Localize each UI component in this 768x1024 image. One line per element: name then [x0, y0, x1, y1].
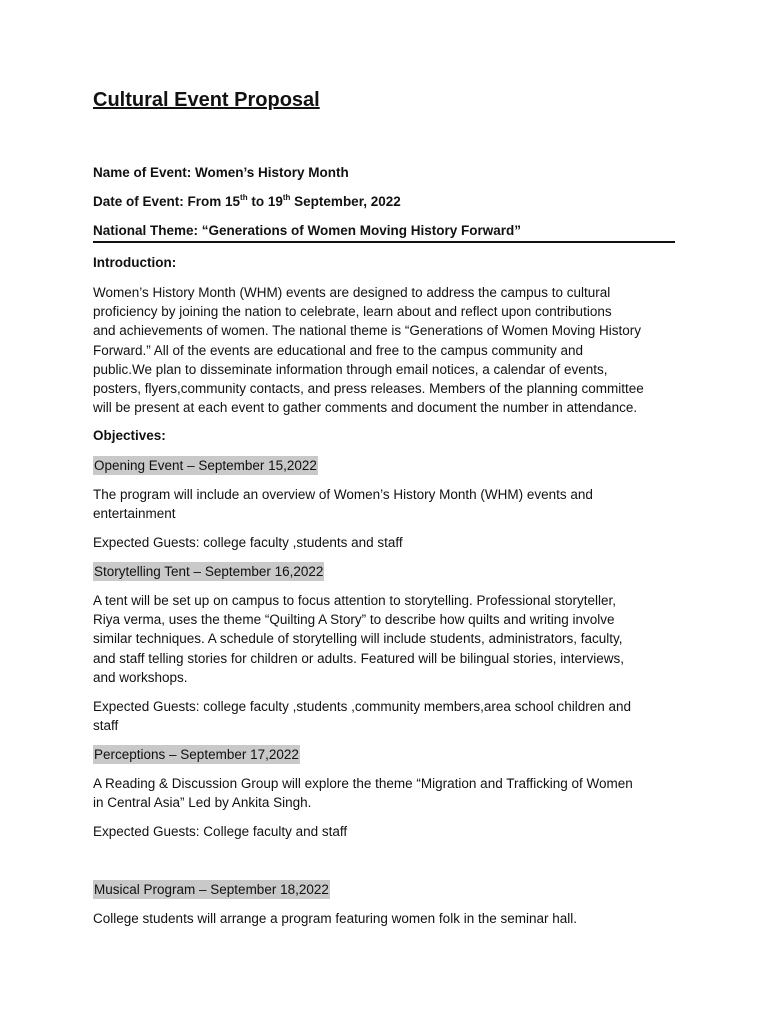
event-description — [93, 909, 675, 928]
national-theme-line: National Theme: “Generations of Women Moving History Forward” — [93, 223, 522, 238]
event-date-line — [93, 194, 401, 209]
expected-guests — [93, 697, 675, 735]
intro-line: public.We plan to disseminate information through email notices, a calendar of events, — [93, 361, 608, 377]
horizontal-divider — [93, 241, 675, 243]
description-line: A tent will be set up on campus to focus attention to storytelling. Professional storyteller, — [93, 593, 617, 608]
description-line: in Central Asia” Led by Ankita Singh. — [93, 795, 312, 811]
event-title-perceptions: Perceptions – September 17,2022 — [94, 747, 299, 762]
description-line: similar techniques. A schedule of storytelling will include students, administrators, faculty, — [93, 631, 623, 647]
intro-line: Forward.” All of the events are educational and free to the campus community and — [93, 342, 584, 358]
intro-line: proficiency by joining the nation to celebrate, learn about and reflect upon contributions — [93, 304, 612, 320]
description-line: and workshops. — [93, 669, 188, 685]
event-title-opening: Opening Event – September 15,2022 — [94, 458, 317, 473]
description-line: Riya verma, uses the theme “Quilting A Story” to describe how quilts and writing involve — [93, 612, 615, 628]
introduction-paragraph — [93, 283, 675, 417]
event-title-storytelling: Storytelling Tent – September 16,2022 — [94, 564, 324, 579]
date-suffix: September, 2022 — [290, 194, 401, 209]
event-title-musical: Musical Program – September 18,2022 — [94, 882, 329, 897]
expected-guests — [93, 822, 675, 841]
guests-line: Expected Guests: college faculty ,students and staff — [93, 535, 403, 550]
guests-line: Expected Guests: college faculty ,students ,community members,area school children and — [93, 699, 632, 714]
objectives-heading: Objectives: — [93, 428, 166, 443]
event-description — [93, 591, 675, 687]
date-middle: to 19 — [247, 194, 283, 209]
intro-line: posters, flyers,community contacts, and press releases. Members of the planning committee — [93, 381, 644, 397]
intro-line: Women’s History Month (WHM) events are designed to address the campus to cultural — [93, 285, 611, 300]
date-ordinal-2: th — [282, 193, 291, 202]
guests-line: staff — [93, 718, 119, 734]
event-description — [93, 485, 675, 523]
date-prefix: Date of Event: From 15 — [93, 194, 241, 209]
event-name-line: Name of Event: Women’s History Month — [93, 165, 349, 180]
introduction-heading: Introduction: — [93, 255, 177, 270]
intro-line: will be present at each event to gather comments and document the number in attendance. — [93, 400, 638, 416]
description-line: and staff telling stories for children or adults. Featured will be bilingual stories, interviews, — [93, 650, 625, 666]
document-title: Cultural Event Proposal — [93, 89, 320, 111]
intro-line: and achievements of women. The national theme is “Generations of Women Moving History — [93, 323, 642, 339]
expected-guests — [93, 533, 675, 552]
guests-line: Expected Guests: College faculty and staff — [93, 824, 348, 839]
description-line: entertainment — [93, 506, 176, 522]
description-line: The program will include an overview of Women’s History Month (WHM) events and — [93, 487, 593, 502]
date-ordinal-1: th — [240, 193, 248, 202]
event-description — [93, 774, 675, 812]
description-line: A Reading & Discussion Group will explore the theme “Migration and Trafficking of Women — [93, 776, 633, 791]
description-line: College students will arrange a program featuring women folk in the seminar hall. — [93, 911, 577, 926]
